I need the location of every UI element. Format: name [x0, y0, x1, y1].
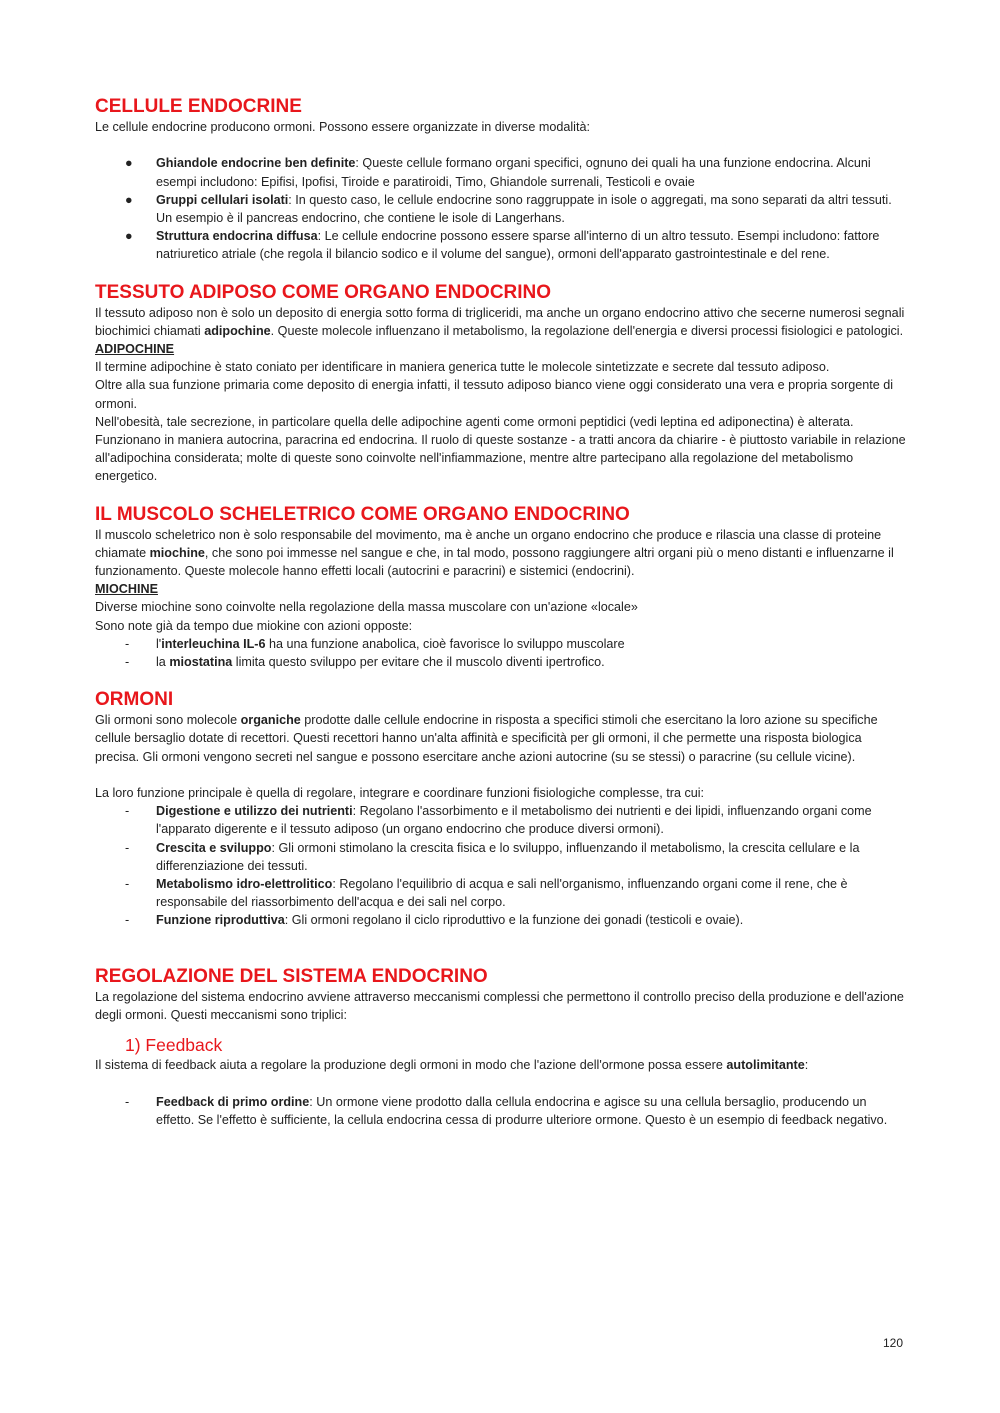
list-item: - Feedback di primo ordine: Un ormone viene prodotto dalla cellula endocrina e agisce su una cellula bersaglio, producendo un effetto. Se l'effetto è sufficiente, la cellula endocrina cessa di produrre ulteriore ormone. Questo è un esempio di feedback negativo. — [125, 1094, 888, 1127]
list-term: Crescita e sviluppo — [156, 840, 272, 855]
list-term: Metabolismo idro-elettrolitico — [156, 877, 333, 892]
list-item: - Crescita e sviluppo: Gli ormoni stimolano la crescita fisica e lo sviluppo, influenzando il metabolismo, la crescita cellulare e la differenziazione dei tessuti. — [125, 840, 860, 873]
paragraph: La regolazione del sistema endocrino avviene attraverso meccanismi complessi che permettono il controllo preciso della produzione e dell'azione degli ormoni. Questi meccanismi sono triplici: — [95, 989, 904, 1023]
section-title-ormoni: ORMONI — [95, 689, 174, 711]
list-term: Funzione riproduttiva — [156, 913, 285, 928]
list-term: Digestione e utilizzo dei nutrienti — [156, 804, 353, 819]
page-number: 120 — [882, 1336, 903, 1350]
list-term: interleuchina IL-6 — [161, 636, 266, 651]
paragraph: Il tessuto adiposo non è solo un deposito di energia sotto forma di trigliceridi, ma anche un organo endocrino attivo che secerne numerosi segnali biochimici chiamati adipochine. Queste molecole influenzano il metabolismo, la regolazione dell'energia e diversi processi fisiologici e patologici. — [95, 305, 905, 338]
bullet-marker: ● — [125, 156, 133, 171]
paragraph: Sono note già da tempo due miokine con azioni opposte: — [95, 618, 413, 633]
list-item: - Funzione riproduttiva: Gli ormoni regolano il ciclo riproduttivo e la funzione dei gonadi (testicoli e ovaie). — [95, 911, 907, 929]
section-title-cellule-endocrine: CELLULE ENDOCRINE — [95, 96, 302, 117]
section-title-muscolo-scheletrico: IL MUSCOLO SCHELETRICO COME ORGANO ENDOCRINO — [95, 503, 630, 525]
paragraph: La loro funzione principale è quella di regolare, integrare e coordinare funzioni fisiologiche complesse, tra cui: — [95, 786, 705, 801]
dash-marker: - — [125, 840, 130, 855]
paragraph: Gli ormoni sono molecole organiche prodotte dalle cellule endocrine in risposta a specifici stimoli che esercitano la loro azione su specifiche cellule bersaglio dotate di recettori. Questi recettori hanno un'alta affinità e specificità per gli ormoni, il che permette una risposta biologica precisa. Gli ormoni vengono secreti nel sangue e possono esercitare anche azioni autocrine (su se stessi) o paracrine (su cellule vicine). — [95, 713, 878, 764]
list-text: : In questo caso, le cellule endocrine sono raggruppate in isole o aggregati, ma sono separati da altri tessuti. Un esempio è il pancreas endocrino, che contiene le isole di Langerhans. — [156, 192, 892, 225]
list-item: - la miostatina limita questo sviluppo per evitare che il muscolo diventi ipertrofico. — [95, 653, 907, 671]
subsection-title-feedback: 1) Feedback — [125, 1035, 223, 1056]
list-text: : Queste cellule formano organi specifici, ognuno dei quali ha una funzione endocrina. Alcuni esempi includono: Epifisi, Ipofisi, Tiroide e paratiroidi, Timo, Ghiandole surrenali, Testicoli e ovaie — [156, 156, 871, 189]
list-term: Gruppi cellulari isolati — [156, 192, 289, 207]
dash-list — [95, 635, 907, 671]
section-title-regolazione: REGOLAZIONE DEL SISTEMA ENDOCRINO — [95, 965, 488, 987]
paragraph: Funzionano in maniera autocrina, paracrina ed endocrina. Il ruolo di queste sostanze - a tratti ancora da chiarire - è piuttosto variabile in relazione all'adipochina considerata; molte di queste sono coinvolte nell'infiammazione, mentre altre partecipano alla regolazione del metabolismo energetico. — [95, 433, 906, 484]
bullet-marker: ● — [125, 192, 133, 207]
section-title-tessuto-adiposo: TESSUTO ADIPOSO COME ORGANO ENDOCRINO — [95, 281, 552, 303]
dash-marker: - — [125, 804, 130, 819]
dash-list — [95, 1093, 907, 1129]
dash-marker: - — [125, 636, 130, 651]
list-term: Feedback di primo ordine — [156, 1094, 310, 1109]
dash-marker: - — [125, 655, 130, 670]
list-item: - l'interleuchina IL-6 ha una funzione anabolica, cioè favorisce lo sviluppo muscolare — [95, 635, 907, 653]
bullet-list — [95, 154, 907, 263]
paragraph: Diverse miochine sono coinvolte nella regolazione della massa muscolare con un'azione «locale» — [95, 600, 638, 615]
list-term: miostatina — [169, 655, 233, 670]
list-term: Struttura endocrina diffusa — [156, 229, 318, 244]
list-item — [95, 191, 907, 227]
list-item — [95, 227, 907, 263]
bullet-marker: ● — [125, 229, 133, 244]
dash-marker: - — [125, 877, 130, 892]
list-text: : Le cellule endocrine possono essere sparse all'interno di un altro tessuto. Esempi includono: fattore natriuretico atriale (che regola il bilancio sodico e il volume del sangue), ormoni dell'apparato gastrointestinale e del rene. — [156, 229, 880, 262]
paragraph: Il sistema di feedback aiuta a regolare la produzione degli ormoni in modo che l'azione dell'ormone possa essere autolimitante: — [95, 1058, 809, 1073]
dash-marker: - — [125, 913, 130, 928]
list-item: - Metabolismo idro-elettrolitico: Regolano l'equilibrio di acqua e sali nell'organismo, influenzando organi come il rene, che è responsabile del riassorbimento dell'acqua e dei sali nel corpo. — [125, 877, 848, 910]
list-item — [95, 154, 907, 190]
list-item: - Digestione e utilizzo dei nutrienti: Regolano l'assorbimento e il metabolismo dei nutrienti e dei lipidi, influenzando organi come l'apparato digerente e il tessuto adiposo (un organo endocrino che produce diversi ormoni). — [125, 804, 872, 837]
paragraph: Il termine adipochine è stato coniato per identificare in maniera generica tutte le molecole sintetizzate e secrete dal tessuto adiposo. — [95, 360, 830, 375]
document-page — [95, 96, 907, 1129]
paragraph: Nell'obesità, tale secrezione, in particolare quella delle adipochine agenti come ormoni peptidici (vedi leptina ed adiponectina) è alterata. — [95, 414, 854, 429]
list-term: Ghiandole endocrine ben definite — [156, 156, 356, 171]
dash-marker: - — [125, 1094, 130, 1109]
paragraph: Il muscolo scheletrico non è solo responsabile del movimento, ma è anche un organo endocrino che produce e rilascia una classe di proteine chiamate miochine, che sono poi immesse nel sangue e che, in tal modo, possono raggiungere altri organi più o meno distanti e influenzarne il funzionamento. Queste molecole hanno effetti locali (autocrini e paracrini) e sistemici (endocrini). — [95, 527, 894, 579]
paragraph: Le cellule endocrine producono ormoni. Possono essere organizzate in diverse modalità: — [95, 120, 590, 134]
subheading-miochine: MIOCHINE — [95, 582, 158, 597]
subheading-adipochine: ADIPOCHINE — [95, 342, 175, 357]
paragraph: Oltre alla sua funzione primaria come deposito di energia infatti, il tessuto adiposo bianco viene oggi considerato una vera e propria sorgente di ormoni. — [95, 378, 894, 411]
dash-list — [95, 802, 907, 929]
